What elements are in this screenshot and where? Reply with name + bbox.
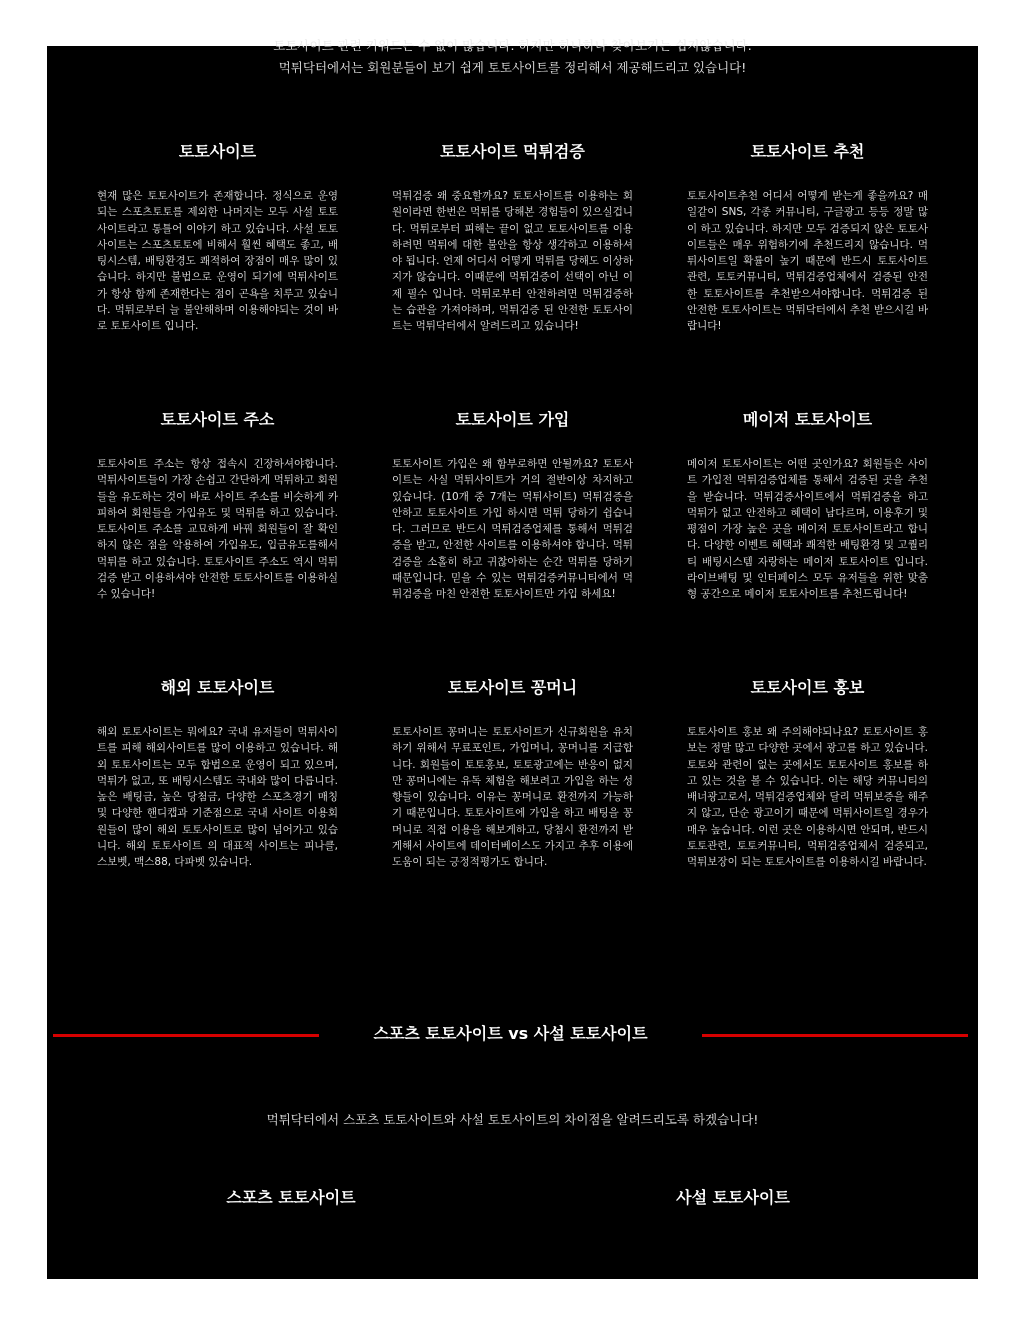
compare-title-private: 사설 토토사이트 [676, 1188, 790, 1207]
card-title: 토토사이트 주소 [160, 410, 275, 429]
card-promotion [687, 676, 928, 869]
card-verification [392, 140, 633, 333]
compare-title-sports: 스포츠 토토사이트 [226, 1188, 356, 1207]
content-panel [47, 38, 978, 1279]
card-title: 토토사이트 [178, 142, 257, 161]
card-overseas [97, 676, 338, 869]
divider-left [53, 1034, 319, 1037]
card-recommend [687, 140, 928, 333]
card-title: 토토사이트 꽁머니 [447, 678, 578, 697]
card-title: 해외 토토사이트 [160, 678, 275, 697]
card-title: 토토사이트 홍보 [750, 678, 865, 697]
card-body: 현재 많은 토토사이트가 존재합니다. 정식으로 운영되는 스포츠토토를 제외한 나머지는 모두 사설 토토사이트라고 통틀어 이야기 하고 있습니다. 사설 토토사이트는 스포츠토토에 비해서 훨씬 혜택도 좋고, 배팅시스템, 배팅환경도 쾌적하여 장점이 매우 많이 있습니다. 하지만 불법으로 운영이 되기에 먹튀사이트가 항상 함께 존재한다는 점이 곤욕을 치루고 있습니다. 먹튀로부터 늘 불안해하며 이용해야되는 것이 바로 토토사이트 입니다. [97, 190, 338, 333]
card-body: 메이저 토토사이트는 어떤 곳인가요? 회원들은 사이트 가입전 먹튀검증업체를 통해서 검증된 곳을 추천을 받습니다. 먹튀검증사이트에서 먹튀검증을 하고 먹튀가 없고 안전하고 혜택이 남다르며, 이용후기 및 평점이 가장 높은 곳을 메이저 토토사이트라고 합니다. 다양한 이벤트 혜택과 쾌적한 배팅환경 및 고퀄리티 배팅시스템 자랑하는 메이저 토토사이트 입니다. 라이브배팅 및 인터페이스 모두 유저들을 위한 맞춤형 공간으로 메이저 토토사이트를 추천드립니다! [687, 458, 928, 601]
card-address [97, 408, 338, 601]
card-title: 토토사이트 추천 [750, 142, 865, 161]
card-totosite [97, 140, 338, 333]
card-title: 토토사이트 가입 [455, 410, 570, 429]
card-body: 먹튀검증 왜 중요할까요? 토토사이트를 이용하는 회원이라면 한번은 먹튀를 당해본 경험들이 있으실겁니다. 먹튀로부터 피해는 끝이 없고 토토사이트를 이용하려면 먹튀에 대한 불안을 항상 생각하고 이용하셔야 됩니다. 언제 어디서 어떻게 먹튀를 당해도 이상하지가 않습니다. 이때문에 먹튀검증이 선택이 아닌 이제 필수 입니다. 먹튀로부터 안전하려면 먹튀검증하는 습관을 가져야하며, 먹튀검증 된 안전한 토토사이트는 먹튀닥터에서 알려드리고 있습니다! [392, 190, 633, 333]
divider-right [702, 1034, 968, 1037]
section-description: 먹튀닥터에서 스포츠 토토사이트와 사설 토토사이트의 차이점을 알려드리도록 하겠습니다! [266, 1112, 759, 1127]
card-body: 토토사이트 꽁머니는 토토사이트가 신규회원을 유치하기 위해서 무료포인트, 가입머니, 꽁머니를 지급합니다. 회원들이 토토홍보, 토토광고에는 반응이 없지만 꽁머니에는 유독 체험을 해보려고 가입을 하는 성향들이 있습니다. 이유는 꽁머니로 환전까지 가능하기 때문입니다. 토토사이트에 가입을 하고 배팅을 꽁머니로 직접 이용을 해보게하고, 당첨시 환전까지 받게해서 사이트에 데이터베이스도 가지고 추후 이용에 도움이 되는 긍정적평가도 합니다. [392, 726, 633, 869]
card-body: 토토사이트 주소는 항상 접속시 긴장하셔야합니다. 먹튀사이트들이 가장 손쉽고 간단하게 먹튀하고 회원들을 유도하는 것이 바로 사이트 주소를 비슷하게 카피하여 회원들을 가입유도 및 먹튀를 하고 있습니다. 토토사이트 주소를 교묘하게 바꿔 회원들이 잘 확인하지 않은 점을 악용하여 가입유도, 입금유도를해서 먹튀를 하고 있습니다. 토토사이트 주소도 역시 먹튀검증 받고 이용하셔야 안전한 토토사이트를 이용하실 수 있습니다! [97, 458, 338, 601]
section-title: 스포츠 토토사이트 vs 사설 토토사이트 [373, 1024, 648, 1043]
card-body: 토토사이트추천 어디서 어떻게 받는게 좋을까요? 매일같이 SNS, 각종 커뮤니티, 구글광고 등등 정말 많이 하고 있습니다. 하지만 모두 검증되지 않은 토토사이트들은 매우 위험하기에 추천드리지 않습니다. 먹튀사이트일 확률이 높기 때문에 반드시 토토사이트 관련, 토토커뮤니티, 먹튀검증업체에서 검증된 안전한 토토사이트를 추천받으셔야합니다. 먹튀검증 된 안전한 토토사이트는 먹튀닥터에서 추천 받으시길 바랍니다! [687, 190, 928, 333]
card-title: 메이저 토토사이트 [742, 410, 873, 429]
card-title: 토토사이트 먹튀검증 [440, 142, 585, 161]
card-major [687, 408, 928, 601]
card-body: 토토사이트 가입은 왜 함부로하면 안될까요? 토토사이트는 사실 먹튀사이트가 거의 절반이상 차지하고 있습니다. (10개 중 7개는 먹튀사이트) 먹튀검증을 안하고 토토사이트 가입 하시면 먹튀 당하기 쉽습니다. 그러므로 반드시 먹튀검증업체를 통해서 먹튀검증을 받고, 안전한 사이트를 이용하셔야 합니다. 먹튀검증을 소홀히 하고 귀찮아하는 순간 먹튀를 당하기 때문입니다. 믿을 수 있는 먹튀검증커뮤니티에서 먹튀검증을 마친 안전한 토토사이트만 가입 하세요! [392, 458, 633, 601]
card-body: 토토사이트 홍보 왜 주의해야되나요? 토토사이트 홍보는 정말 많고 다양한 곳에서 광고를 하고 있습니다. 토토와 관련이 없는 곳에서도 토토사이트 홍보를 하고 있는 것을 볼 수 있습니다. 이는 해당 커뮤니티의 배너광고로서, 먹튀검증업체와 달리 먹튀보증을 해주지 않고, 단순 광고이기 때문에 먹튀사이트일 경우가 매우 높습니다. 이런 곳은 이용하시면 안되며, 반드시 토토관련, 토토커뮤니티, 먹튀검증업체서 검증되고, 먹튀보장이 되는 토토사이트를 이용하시길 바랍니다. [687, 726, 928, 869]
intro-line-2: 먹튀닥터에서는 회원분들이 보기 쉽게 토토사이트를 정리해서 제공해드리고 있습니다! [278, 60, 747, 75]
card-signup [392, 408, 633, 601]
intro-line-1: 토토사이트 관련 키워드는 수 없이 많습니다. 하지만 하나하나 찾아보기는 쉽지않습니다. [273, 38, 752, 53]
card-free-money [392, 676, 633, 869]
card-body: 해외 토토사이트는 뭐에요? 국내 유저들이 먹튀사이트를 피해 해외사이트를 많이 이용하고 있습니다. 해외 토토사이트는 모두 합법으로 운영이 되고 있으며, 먹튀가 없고, 또 배팅시스템도 국내와 많이 다릅니다. 높은 배팅금, 높은 당첨금, 다양한 스포츠경기 매칭 및 다양한 핸디캡과 기준점으로 국내 사이트 이용회원들이 많이 해외 토토사이트로 많이 넘어가고 있습니다. 해외 토토사이트 의 대표적 사이트는 피나클, 스보벳, 맥스88, 다파벳 있습니다. [97, 726, 338, 869]
